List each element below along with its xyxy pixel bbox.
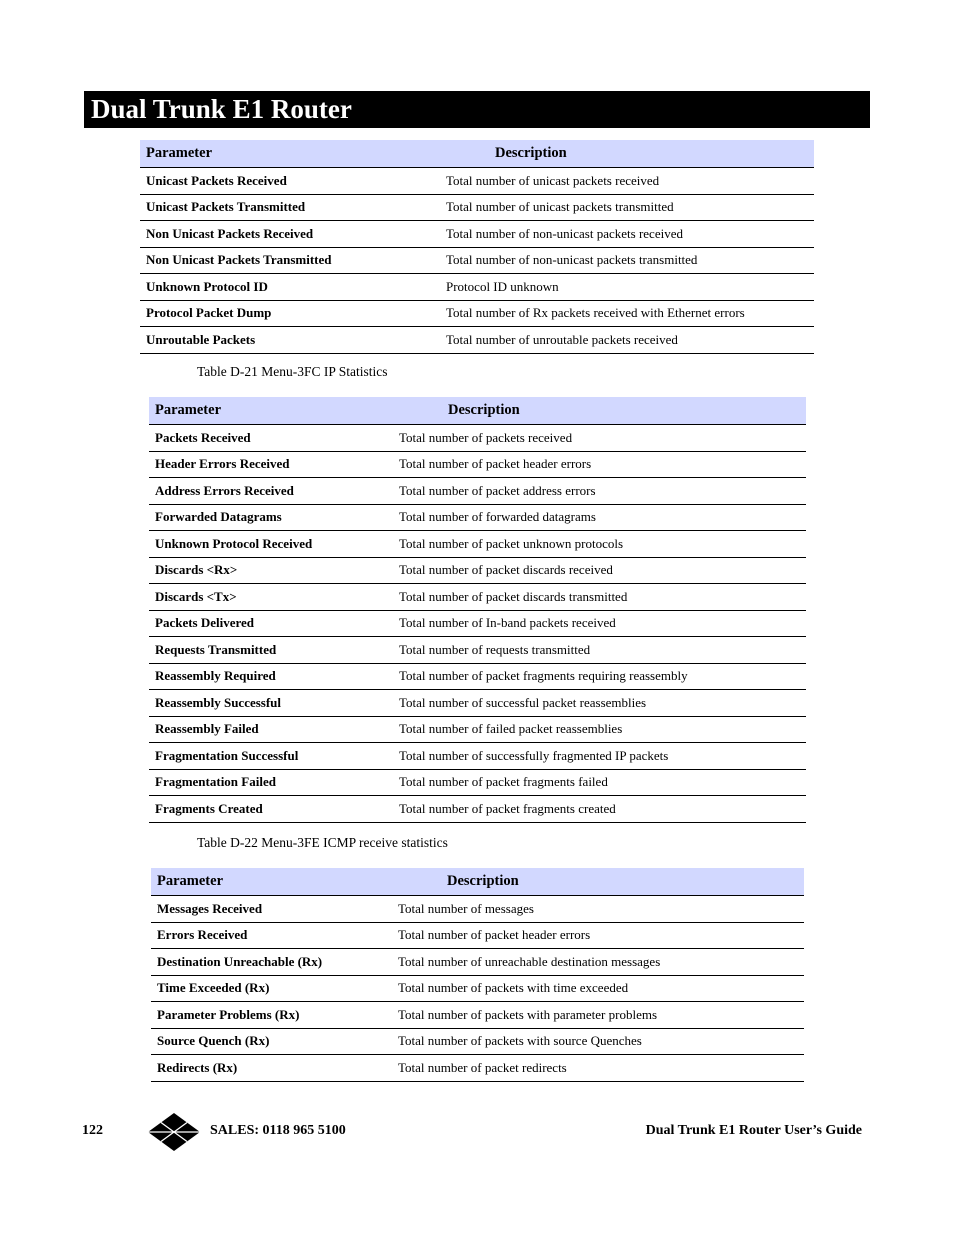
- description-cell: Total number of packet discards transmitted: [393, 584, 806, 611]
- parameter-cell: Non Unicast Packets Received: [140, 221, 440, 248]
- icmp-stats-table: [151, 868, 804, 1082]
- table-row: [151, 1028, 804, 1055]
- description-cell: Total number of successfully fragmented IP packets: [393, 743, 806, 770]
- table-row: [140, 300, 814, 327]
- description-cell: Total number of failed packet reassemblies: [393, 716, 806, 743]
- parameter-cell: Destination Unreachable (Rx): [151, 949, 392, 976]
- table-row: [149, 478, 806, 505]
- parameter-cell: Discards <Tx>: [149, 584, 393, 611]
- parameter-cell: Header Errors Received: [149, 451, 393, 478]
- description-cell: Total number of non-unicast packets transmitted: [440, 247, 814, 274]
- parameter-cell: Reassembly Failed: [149, 716, 393, 743]
- parameter-cell: Time Exceeded (Rx): [151, 975, 392, 1002]
- parameter-cell: Protocol Packet Dump: [140, 300, 440, 327]
- table-row: [151, 1055, 804, 1082]
- parameter-cell: Packets Received: [149, 425, 393, 452]
- sales-phone: SALES: 0118 965 5100: [210, 1123, 346, 1138]
- parameter-cell: Messages Received: [151, 896, 392, 923]
- table-row: [140, 274, 814, 301]
- table-row: [151, 1002, 804, 1029]
- table-caption: Table D-22 Menu-3FE ICMP receive statistics: [197, 835, 448, 850]
- description-cell: Total number of packet header errors: [392, 922, 804, 949]
- description-cell: Total number of packet fragments failed: [393, 769, 806, 796]
- table-header-row: [151, 868, 804, 896]
- description-cell: Total number of packets with time exceeded: [392, 975, 804, 1002]
- table-row: [151, 922, 804, 949]
- parameter-cell: Unicast Packets Received: [140, 168, 440, 195]
- parameter-cell: Packets Delivered: [149, 610, 393, 637]
- header-description: Description: [392, 868, 804, 896]
- table-row: [149, 796, 806, 823]
- table-row: [140, 168, 814, 195]
- description-cell: Total number of non-unicast packets received: [440, 221, 814, 248]
- description-cell: Protocol ID unknown: [440, 274, 814, 301]
- table-row: [149, 451, 806, 478]
- table-row: [149, 425, 806, 452]
- parameter-cell: Requests Transmitted: [149, 637, 393, 664]
- table-row: [149, 690, 806, 717]
- description-cell: Total number of packets with parameter problems: [392, 1002, 804, 1029]
- description-cell: Total number of packets with source Quenches: [392, 1028, 804, 1055]
- parameter-cell: Non Unicast Packets Transmitted: [140, 247, 440, 274]
- table-row: [149, 557, 806, 584]
- table-row: [149, 610, 806, 637]
- parameter-cell: Address Errors Received: [149, 478, 393, 505]
- header-parameter: Parameter: [151, 868, 392, 896]
- table-caption: Table D-21 Menu-3FC IP Statistics: [197, 364, 388, 379]
- description-cell: Total number of In-band packets received: [393, 610, 806, 637]
- page-title: Dual Trunk E1 Router: [91, 94, 352, 124]
- parameter-cell: Reassembly Successful: [149, 690, 393, 717]
- description-cell: Total number of forwarded datagrams: [393, 504, 806, 531]
- black-box-logo-icon: [147, 1112, 201, 1152]
- parameter-cell: Parameter Problems (Rx): [151, 1002, 392, 1029]
- table-row: [151, 975, 804, 1002]
- table-row: [140, 247, 814, 274]
- parameter-cell: Redirects (Rx): [151, 1055, 392, 1082]
- table-row: [149, 769, 806, 796]
- ethernet-stats-table: [140, 140, 814, 354]
- description-cell: Total number of messages: [392, 896, 804, 923]
- description-cell: Total number of packet fragments requiring reassembly: [393, 663, 806, 690]
- description-cell: Total number of unicast packets transmitted: [440, 194, 814, 221]
- parameter-cell: Unicast Packets Transmitted: [140, 194, 440, 221]
- description-cell: Total number of unreachable destination messages: [392, 949, 804, 976]
- header-description: Description: [393, 397, 806, 425]
- table-row: [140, 194, 814, 221]
- description-cell: Total number of packets received: [393, 425, 806, 452]
- table-row: [149, 716, 806, 743]
- ip-stats-table: [149, 397, 806, 823]
- parameter-cell: Discards <Rx>: [149, 557, 393, 584]
- page-number: 122: [82, 1123, 103, 1138]
- description-cell: Total number of Rx packets received with Ethernet errors: [440, 300, 814, 327]
- table-row: [149, 743, 806, 770]
- description-cell: Total number of packet discards received: [393, 557, 806, 584]
- page-title-banner: [84, 91, 870, 128]
- parameter-cell: Source Quench (Rx): [151, 1028, 392, 1055]
- table-row: [149, 584, 806, 611]
- description-cell: Total number of requests transmitted: [393, 637, 806, 664]
- description-cell: Total number of packet address errors: [393, 478, 806, 505]
- parameter-cell: Forwarded Datagrams: [149, 504, 393, 531]
- description-cell: Total number of unicast packets received: [440, 168, 814, 195]
- header-parameter: Parameter: [140, 140, 440, 168]
- parameter-cell: Unknown Protocol Received: [149, 531, 393, 558]
- table-row: [149, 663, 806, 690]
- parameter-cell: Reassembly Required: [149, 663, 393, 690]
- table-row: [149, 637, 806, 664]
- description-cell: Total number of unroutable packets received: [440, 327, 814, 354]
- guide-title: Dual Trunk E1 Router User’s Guide: [645, 1123, 862, 1138]
- parameter-cell: Fragmentation Successful: [149, 743, 393, 770]
- header-parameter: Parameter: [149, 397, 393, 425]
- parameter-cell: Unknown Protocol ID: [140, 274, 440, 301]
- table-row: [151, 896, 804, 923]
- header-description: Description: [440, 140, 814, 168]
- description-cell: Total number of successful packet reassemblies: [393, 690, 806, 717]
- parameter-cell: Errors Received: [151, 922, 392, 949]
- description-cell: Total number of packet header errors: [393, 451, 806, 478]
- table-row: [151, 949, 804, 976]
- description-cell: Total number of packet fragments created: [393, 796, 806, 823]
- table-row: [149, 531, 806, 558]
- parameter-cell: Fragmentation Failed: [149, 769, 393, 796]
- table-header-row: [140, 140, 814, 168]
- parameter-cell: Unroutable Packets: [140, 327, 440, 354]
- table-row: [140, 327, 814, 354]
- table-row: [140, 221, 814, 248]
- table-header-row: [149, 397, 806, 425]
- description-cell: Total number of packet unknown protocols: [393, 531, 806, 558]
- table-row: [149, 504, 806, 531]
- description-cell: Total number of packet redirects: [392, 1055, 804, 1082]
- parameter-cell: Fragments Created: [149, 796, 393, 823]
